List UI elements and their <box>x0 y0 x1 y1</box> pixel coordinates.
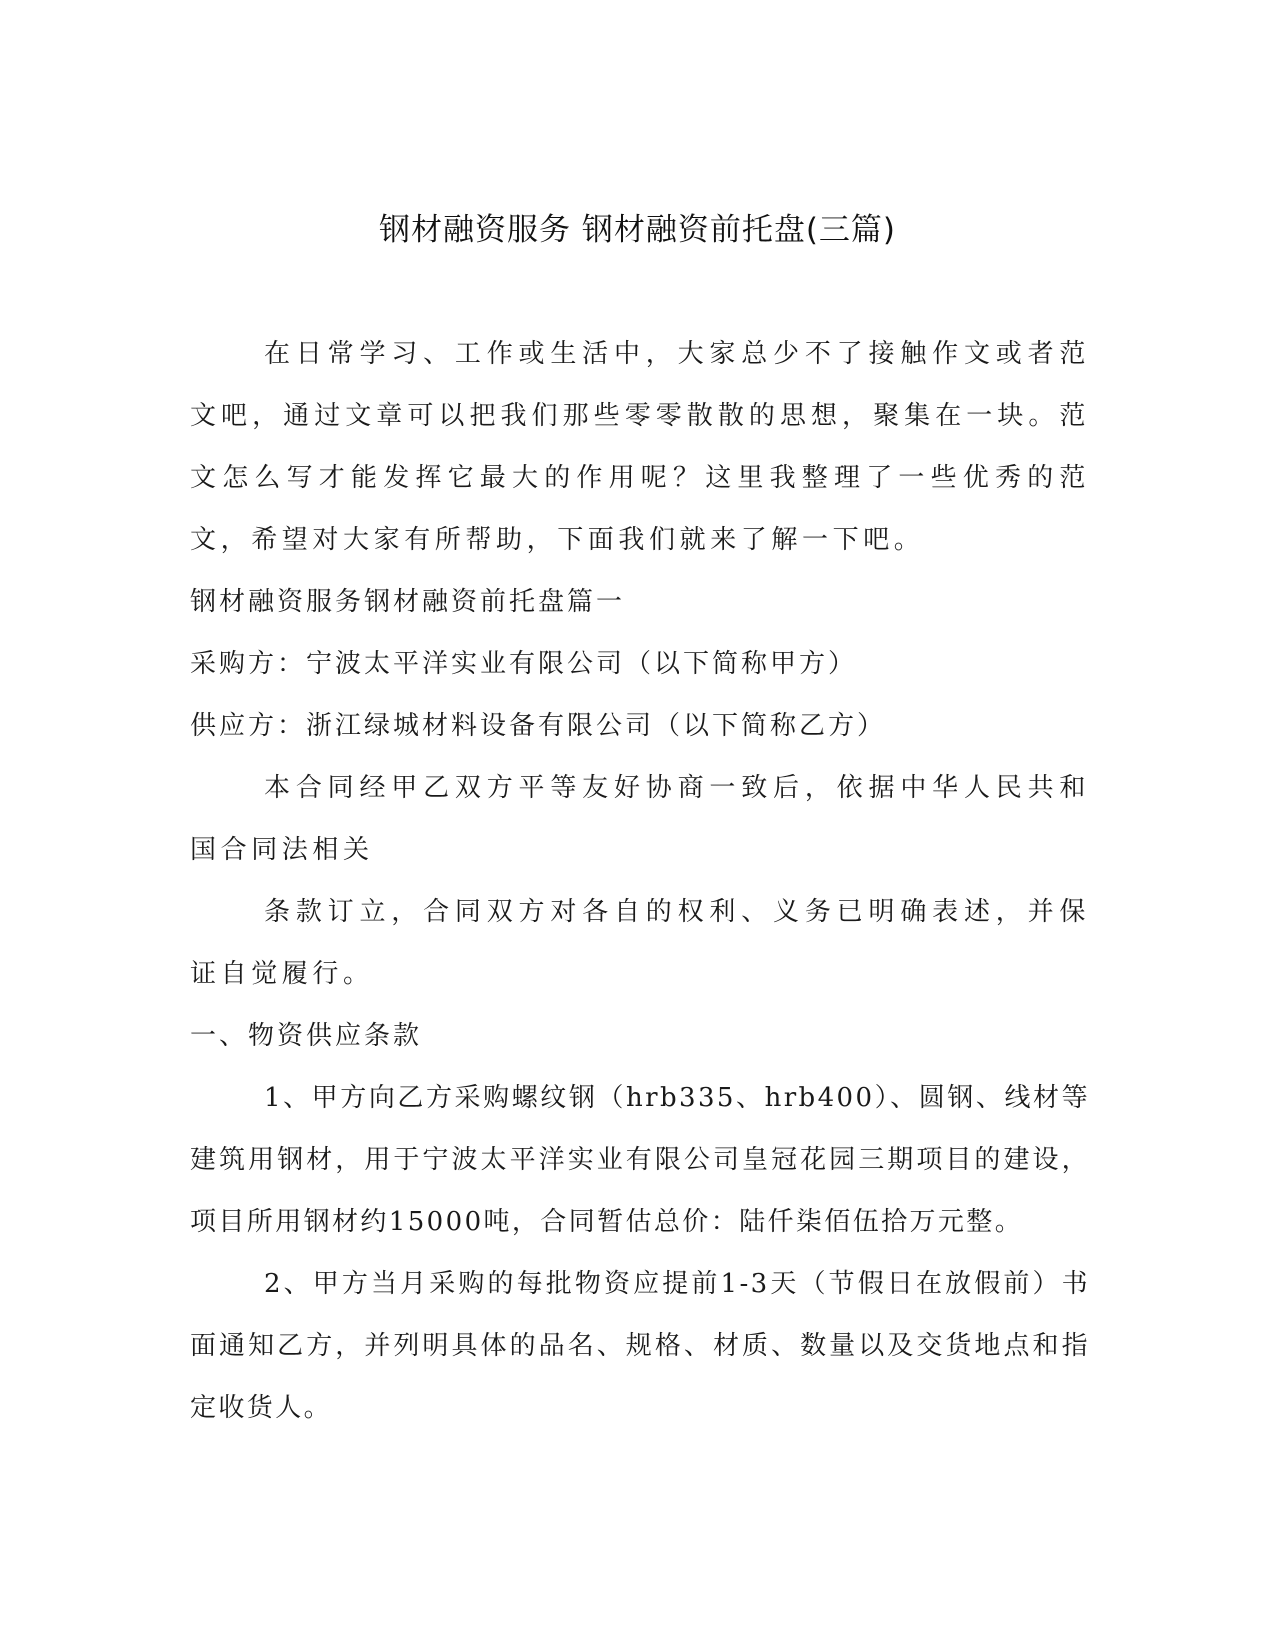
buyer-line: 采购方：宁波太平洋实业有限公司（以下简称甲方） <box>190 649 858 679</box>
document-title: 钢材融资服务 钢材融资前托盘(三篇) <box>378 212 897 248</box>
clause-heading: 一、物资供应条款 <box>190 1021 423 1051</box>
section-heading: 钢材融资服务钢材融资前托盘篇一 <box>190 587 626 617</box>
document-body <box>190 323 1090 1439</box>
contract-terms-paragraph: 条款订立，合同双方对各自的权利、义务已明确表述，并保证自觉履行。 <box>190 897 1090 989</box>
intro-paragraph: 在日常学习、工作或生活中，大家总少不了接触作文或者范文吧，通过文章可以把我们那些零零散散的思想，聚集在一块。范文怎么写才能发挥它最大的作用呢？这里我整理了一些优秀的范文，希望对大家有所帮助，下面我们就来了解一下吧。 <box>190 339 1090 555</box>
contract-basis-paragraph: 本合同经甲乙双方平等友好协商一致后，依据中华人民共和国合同法相关 <box>190 773 1090 865</box>
supplier-line: 供应方：浙江绿城材料设备有限公司（以下简称乙方） <box>190 711 887 741</box>
clause-item-2: 2、甲方当月采购的每批物资应提前1-3天（节假日在放假前）书面通知乙方，并列明具体的品名、规格、材质、数量以及交货地点和指定收货人。 <box>190 1269 1090 1423</box>
clause-item-1: 1、甲方向乙方采购螺纹钢（hrb335、hrb400）、圆钢、线材等建筑用钢材，用于宁波太平洋实业有限公司皇冠花园三期项目的建设，项目所用钢材约15000吨，合同暂估总价：陆仟柒佰伍拾万元整。 <box>190 1083 1090 1237</box>
